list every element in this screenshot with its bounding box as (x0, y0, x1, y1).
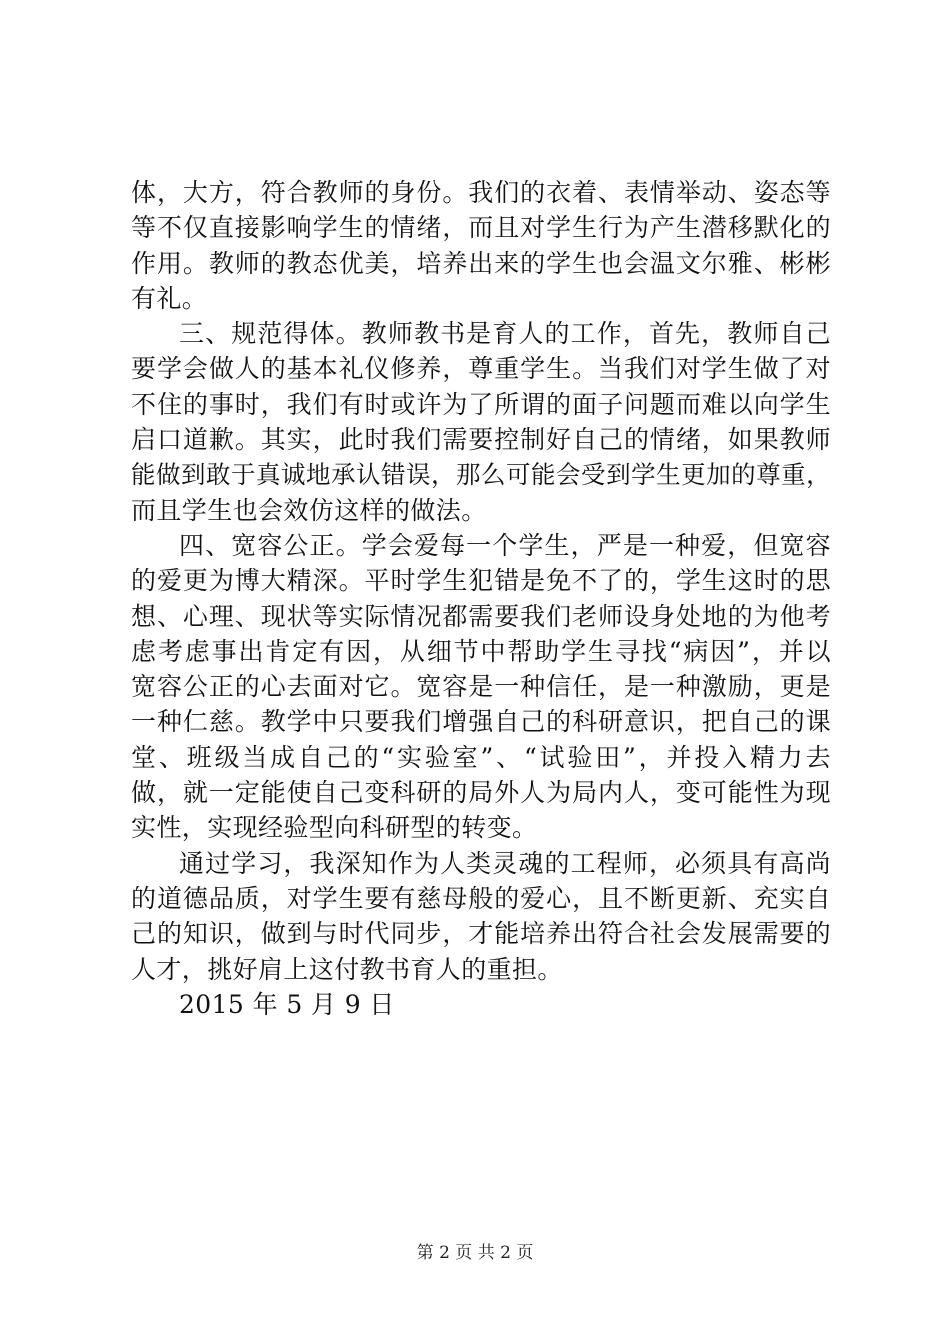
text-line: 虑考虑事出肯定有因，从细节中帮助学生寻找“病因”，并以 (131, 636, 831, 666)
text-line: 三、规范得体。教师教书是育人的工作，首先，教师自己 (179, 319, 831, 349)
text-line: 想、心理、现状等实际情况都需要我们老师设身处地的为他考 (131, 601, 831, 631)
text-line: 做，就一定能使自己变科研的局外人为局内人，变可能性为现 (131, 778, 831, 808)
text-line: 的道德品质，对学生要有慈母般的爱心，且不断更新、充实自 (131, 883, 831, 913)
document-body (131, 175, 831, 1022)
text-line: 宽容公正的心去面对它。宽容是一种信任，是一种激励，更是 (131, 672, 831, 702)
text-line: 四、宽容公正。学会爱每一个学生，严是一种爱，但宽容 (179, 530, 831, 560)
text-line: 人才，挑好肩上这付教书育人的重担。 (131, 954, 563, 984)
text-line: 通过学习，我深知作为人类灵魂的工程师，必须具有高尚 (179, 848, 831, 878)
text-line: 作用。教师的教态优美，培养出来的学生也会温文尔雅、彬彬 (131, 248, 831, 278)
text-line: 启口道歉。其实，此时我们需要控制好自己的情绪，如果教师 (131, 425, 831, 455)
page-footer: 第 2 页 共 2 页 (416, 1243, 534, 1263)
text-line: 等不仅直接影响学生的情绪，而且对学生行为产生潜移默化的 (131, 213, 831, 243)
text-line: 堂、班级当成自己的“实验室”、“试验田”，并投入精力去 (131, 742, 831, 772)
text-line: 实性，实现经验型向科研型的转变。 (131, 813, 538, 843)
text-line: 不住的事时，我们有时或许为了所谓的面子问题而难以向学生 (131, 389, 831, 419)
text-line: 要学会做人的基本礼仪修养，尊重学生。当我们对学生做了对 (131, 354, 831, 384)
text-line: 有礼。 (131, 283, 208, 313)
text-line: 的爱更为博大精深。平时学生犯错是免不了的，学生这时的思 (131, 566, 831, 596)
text-line: 己的知识，做到与时代同步，才能培养出符合社会发展需要的 (131, 919, 831, 949)
text-line: 能做到敢于真诚地承认错误，那么可能会受到学生更加的尊重， (131, 460, 831, 490)
text-line: 体，大方，符合教师的身份。我们的衣着、表情举动、姿态等 (131, 178, 831, 207)
text-line: 一种仁慈。教学中只要我们增强自己的科研意识，把自己的课 (131, 707, 831, 737)
text-line: 2015 年 5 月 9 日 (179, 989, 395, 1019)
text-line: 而且学生也会效仿这样的做法。 (131, 495, 487, 525)
